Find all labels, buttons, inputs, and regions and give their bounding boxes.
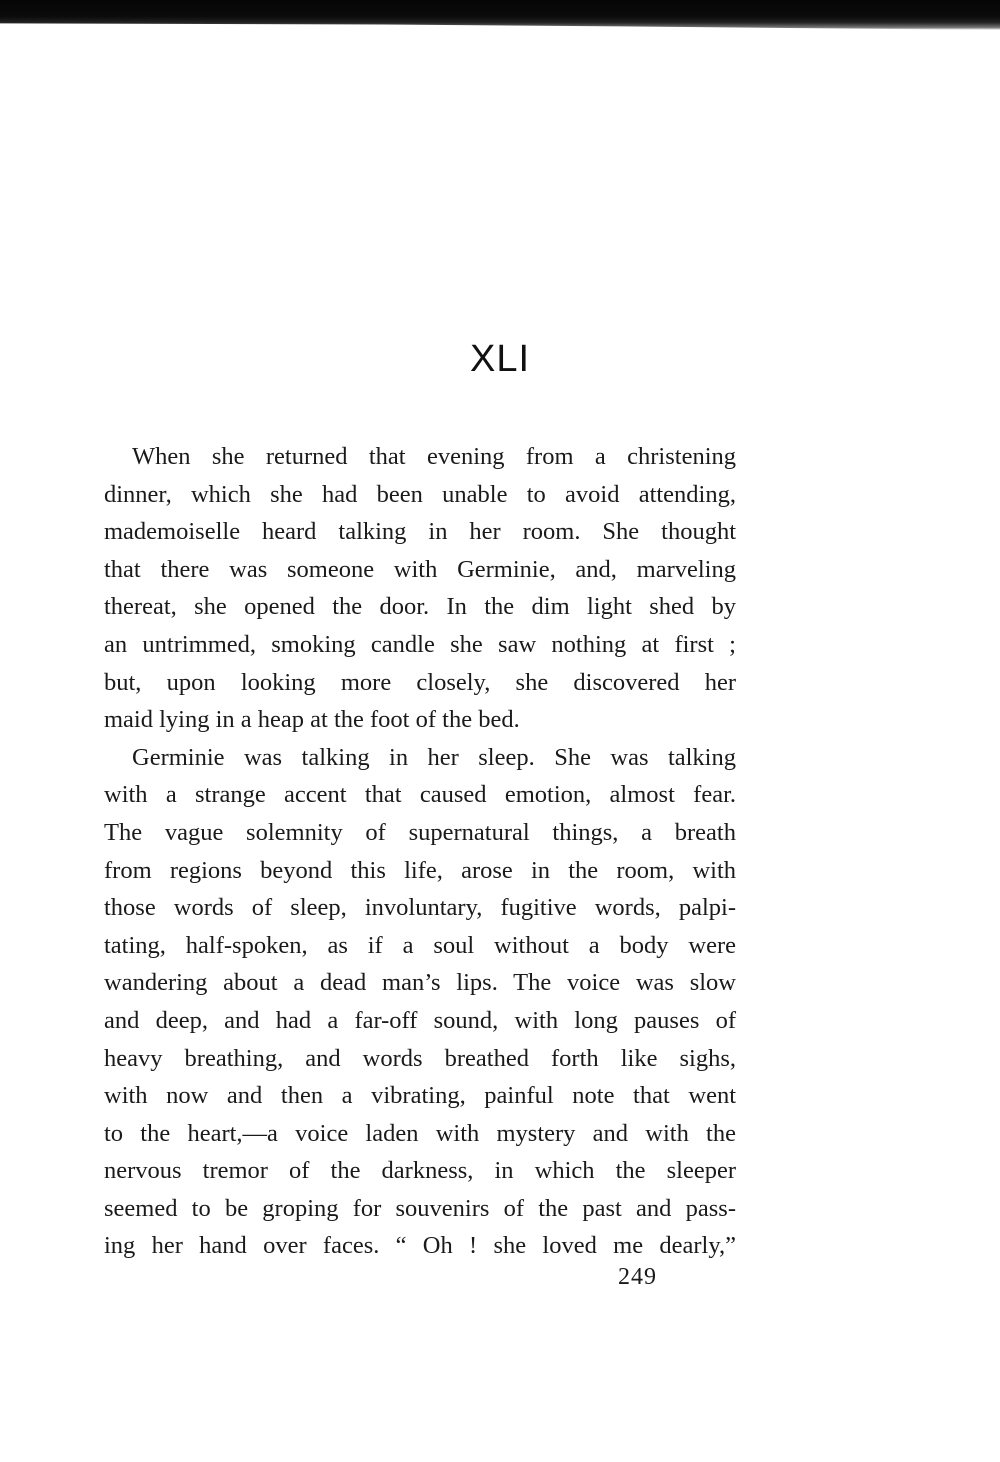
text-line: an untrimmed, smoking candle she saw nothing at first ; bbox=[104, 630, 736, 658]
scan-edge-shadow bbox=[0, 0, 1000, 30]
text-line: wandering about a dead man’s lips. The voice was slow bbox=[104, 969, 736, 997]
text-line: Germinie was talking in her sleep. She was talking bbox=[132, 743, 736, 771]
page-number: 249 bbox=[618, 1264, 657, 1290]
body-text bbox=[104, 438, 736, 1265]
text-line: to the heart,—a voice laden with mystery and with the bbox=[104, 1119, 736, 1147]
paragraph-2 bbox=[104, 739, 736, 1265]
text-line: dinner, which she had been unable to avoid attending, bbox=[104, 480, 736, 508]
text-line: thereat, she opened the door. In the dim light shed by bbox=[104, 593, 736, 621]
text-line: tating, half-spoken, as if a soul without a body were bbox=[104, 931, 736, 959]
text-line: maid lying in a heap at the foot of the bed. bbox=[104, 706, 520, 734]
text-line: ing her hand over faces. “ Oh ! she loved me dearly,” bbox=[104, 1232, 736, 1260]
chapter-heading: XLI bbox=[469, 338, 531, 380]
text-line: When she returned that evening from a christening bbox=[132, 443, 736, 470]
text-line: from regions beyond this life, arose in the room, with bbox=[104, 856, 736, 884]
text-line: those words of sleep, involuntary, fugitive words, palpi- bbox=[104, 894, 736, 922]
text-line: heavy breathing, and words breathed forth like sighs, bbox=[104, 1044, 736, 1072]
text-line: with now and then a vibrating, painful note that went bbox=[104, 1082, 736, 1110]
text-line: nervous tremor of the darkness, in which the sleeper bbox=[104, 1157, 736, 1185]
text-line: seemed to be groping for souvenirs of the past and pass- bbox=[104, 1194, 736, 1222]
text-line: but, upon looking more closely, she discovered her bbox=[104, 668, 736, 696]
text-line: that there was someone with Germinie, and, marveling bbox=[104, 555, 736, 583]
text-line: mademoiselle heard talking in her room. She thought bbox=[104, 518, 736, 546]
text-line: with a strange accent that caused emotion, almost fear. bbox=[104, 781, 736, 809]
text-line: and deep, and had a far-off sound, with long pauses of bbox=[104, 1006, 736, 1034]
text-line: The vague solemnity of supernatural things, a breath bbox=[104, 818, 736, 846]
paragraph-1 bbox=[104, 438, 736, 739]
